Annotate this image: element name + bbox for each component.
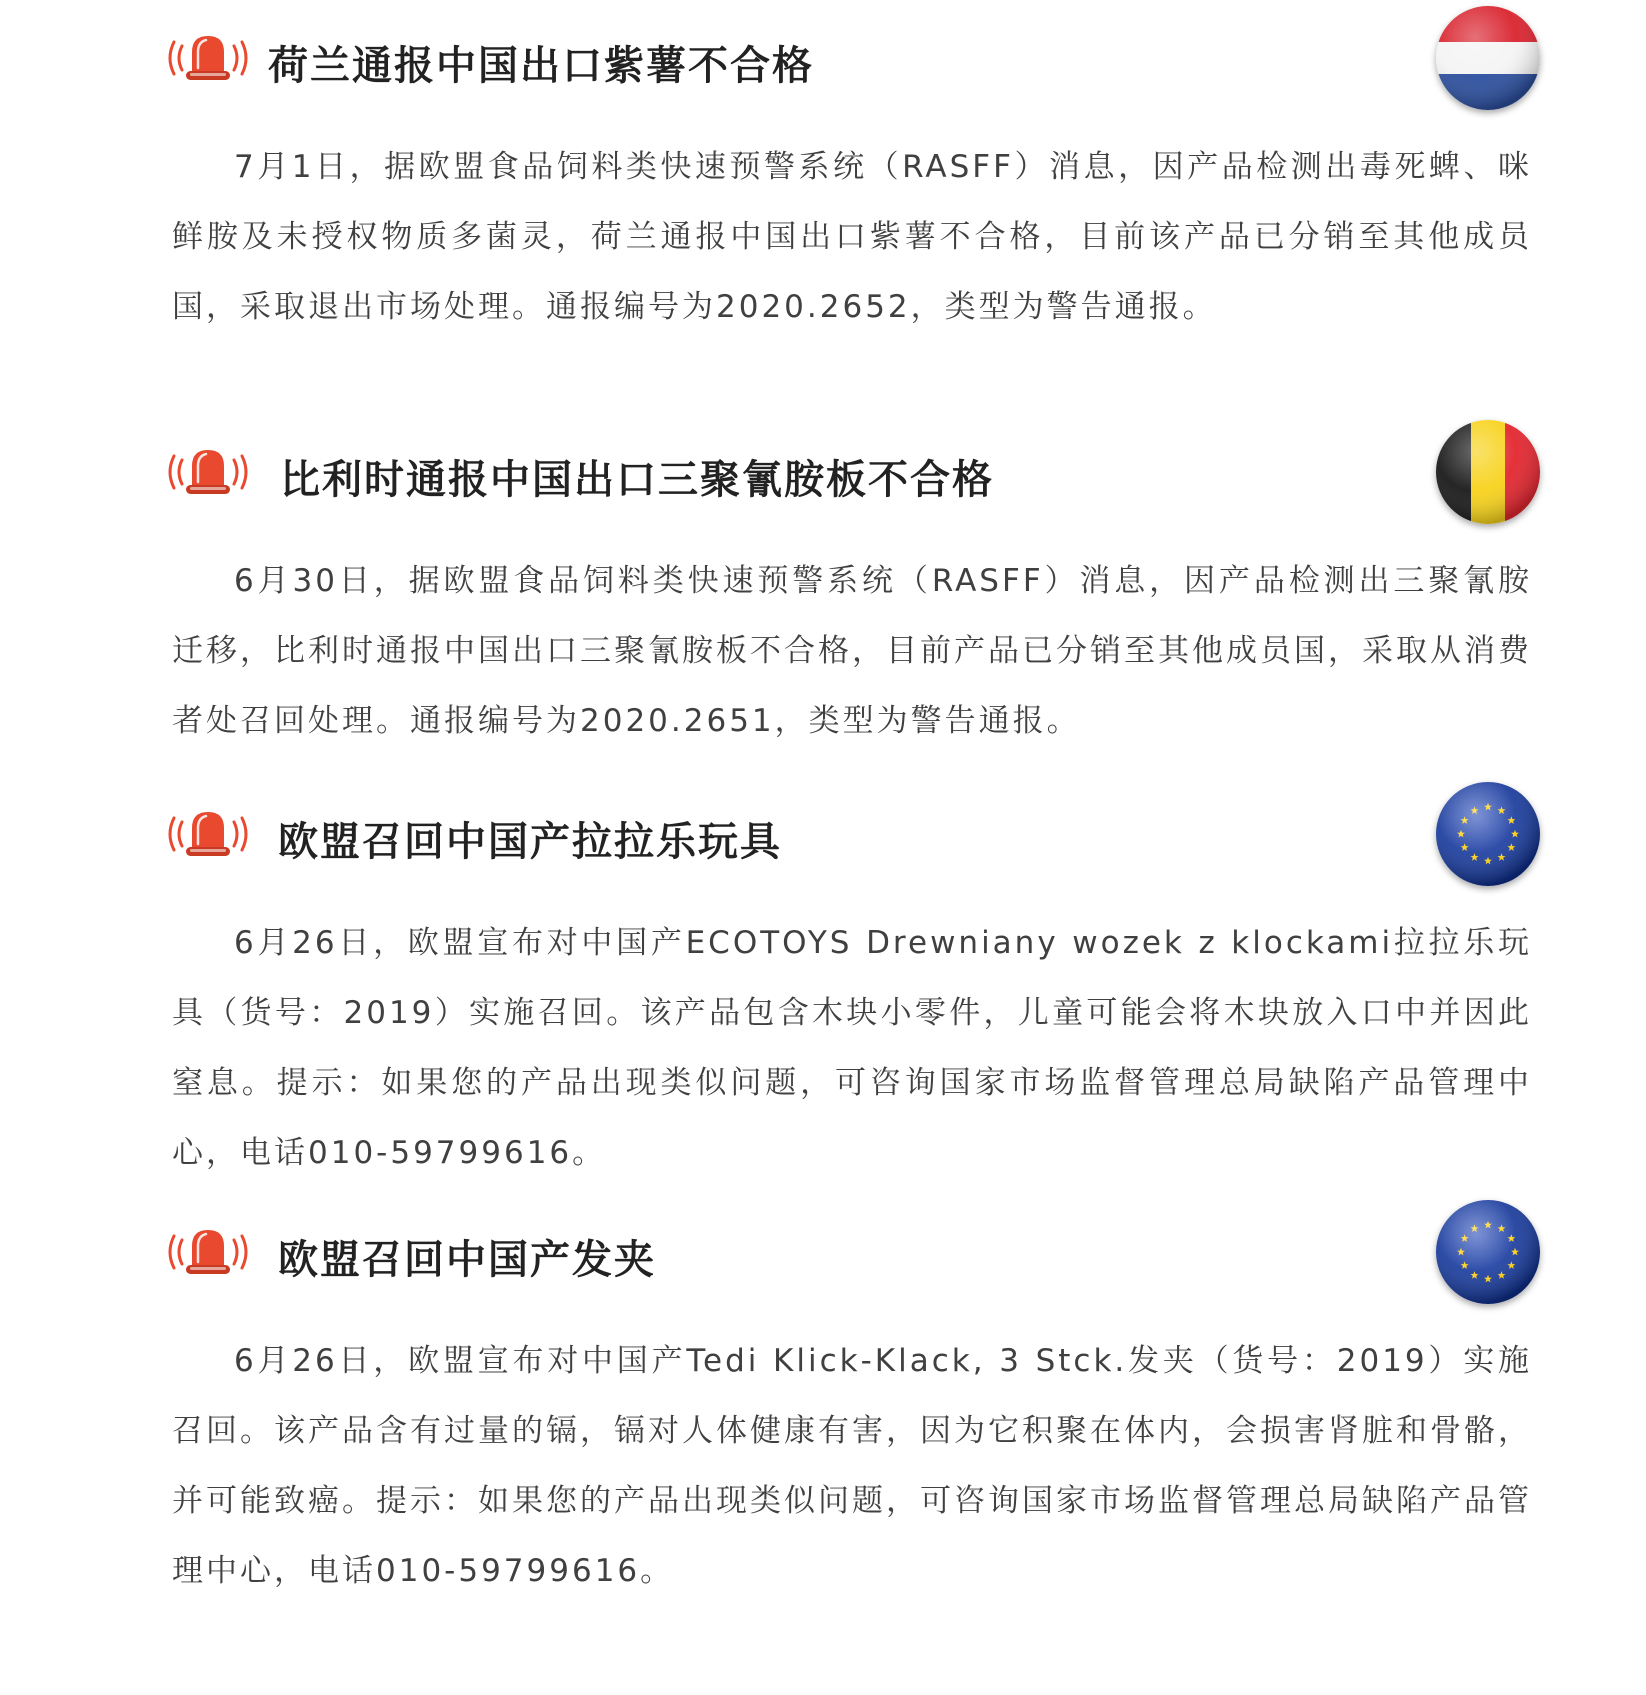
belgium-flag-icon bbox=[1436, 420, 1540, 524]
alarm-bell-icon bbox=[160, 442, 256, 502]
notice-body: 6月26日，欧盟宣布对中国产ECOTOYS Drewniany wozek z klockami拉拉乐玩具（货号：2019）实施召回。该产品包含木块小零件，儿童可能会将木块放入口中并因此窒息。提示：如果您的产品出现类似问题，可咨询国家市场监督管理总局缺陷产品管理中心，电话010-59799616。 bbox=[172, 925, 1532, 1171]
notice-title: 荷兰通报中国出口紫薯不合格 bbox=[268, 43, 814, 89]
notice-item bbox=[160, 1200, 1540, 1606]
notice-body: 6月26日，欧盟宣布对中国产Tedi Klick-Klack, 3 Stck.发夹（货号：2019）实施召回。该产品含有过量的镉，镉对人体健康有害，因为它积聚在体内，会损害肾脏和骨骼，并可能致癌。提示：如果您的产品出现类似问题，可咨询国家市场监督管理总局缺陷产品管理中心，电话010-59799616。 bbox=[172, 1343, 1532, 1589]
eu-flag-icon bbox=[1436, 782, 1540, 886]
notice-item bbox=[160, 420, 1540, 756]
notice-header bbox=[160, 1200, 1540, 1310]
netherlands-flag-icon bbox=[1436, 6, 1540, 110]
notice-title: 欧盟召回中国产拉拉乐玩具 bbox=[278, 819, 782, 865]
notice-item bbox=[160, 782, 1540, 1188]
notice-header bbox=[160, 420, 1540, 530]
notice-body: 7月1日，据欧盟食品饲料类快速预警系统（RASFF）消息，因产品检测出毒死蜱、咪鲜胺及未授权物质多菌灵，荷兰通报中国出口紫薯不合格，目前该产品已分销至其他成员国，采取退出市场处理。通报编号为2020.2652，类型为警告通报。 bbox=[172, 149, 1532, 325]
alarm-bell-icon bbox=[160, 28, 256, 88]
notice-title: 欧盟召回中国产发夹 bbox=[278, 1237, 656, 1283]
alarm-bell-icon bbox=[160, 1222, 256, 1282]
notice-title: 比利时通报中国出口三聚氰胺板不合格 bbox=[280, 457, 994, 503]
eu-flag-icon bbox=[1436, 1200, 1540, 1304]
notice-item bbox=[160, 6, 1540, 342]
alarm-bell-icon bbox=[160, 804, 256, 864]
notice-header bbox=[160, 6, 1540, 116]
notice-header bbox=[160, 782, 1540, 892]
notice-body: 6月30日，据欧盟食品饲料类快速预警系统（RASFF）消息，因产品检测出三聚氰胺迁移，比利时通报中国出口三聚氰胺板不合格，目前产品已分销至其他成员国，采取从消费者处召回处理。通报编号为2020.2651，类型为警告通报。 bbox=[172, 563, 1532, 739]
